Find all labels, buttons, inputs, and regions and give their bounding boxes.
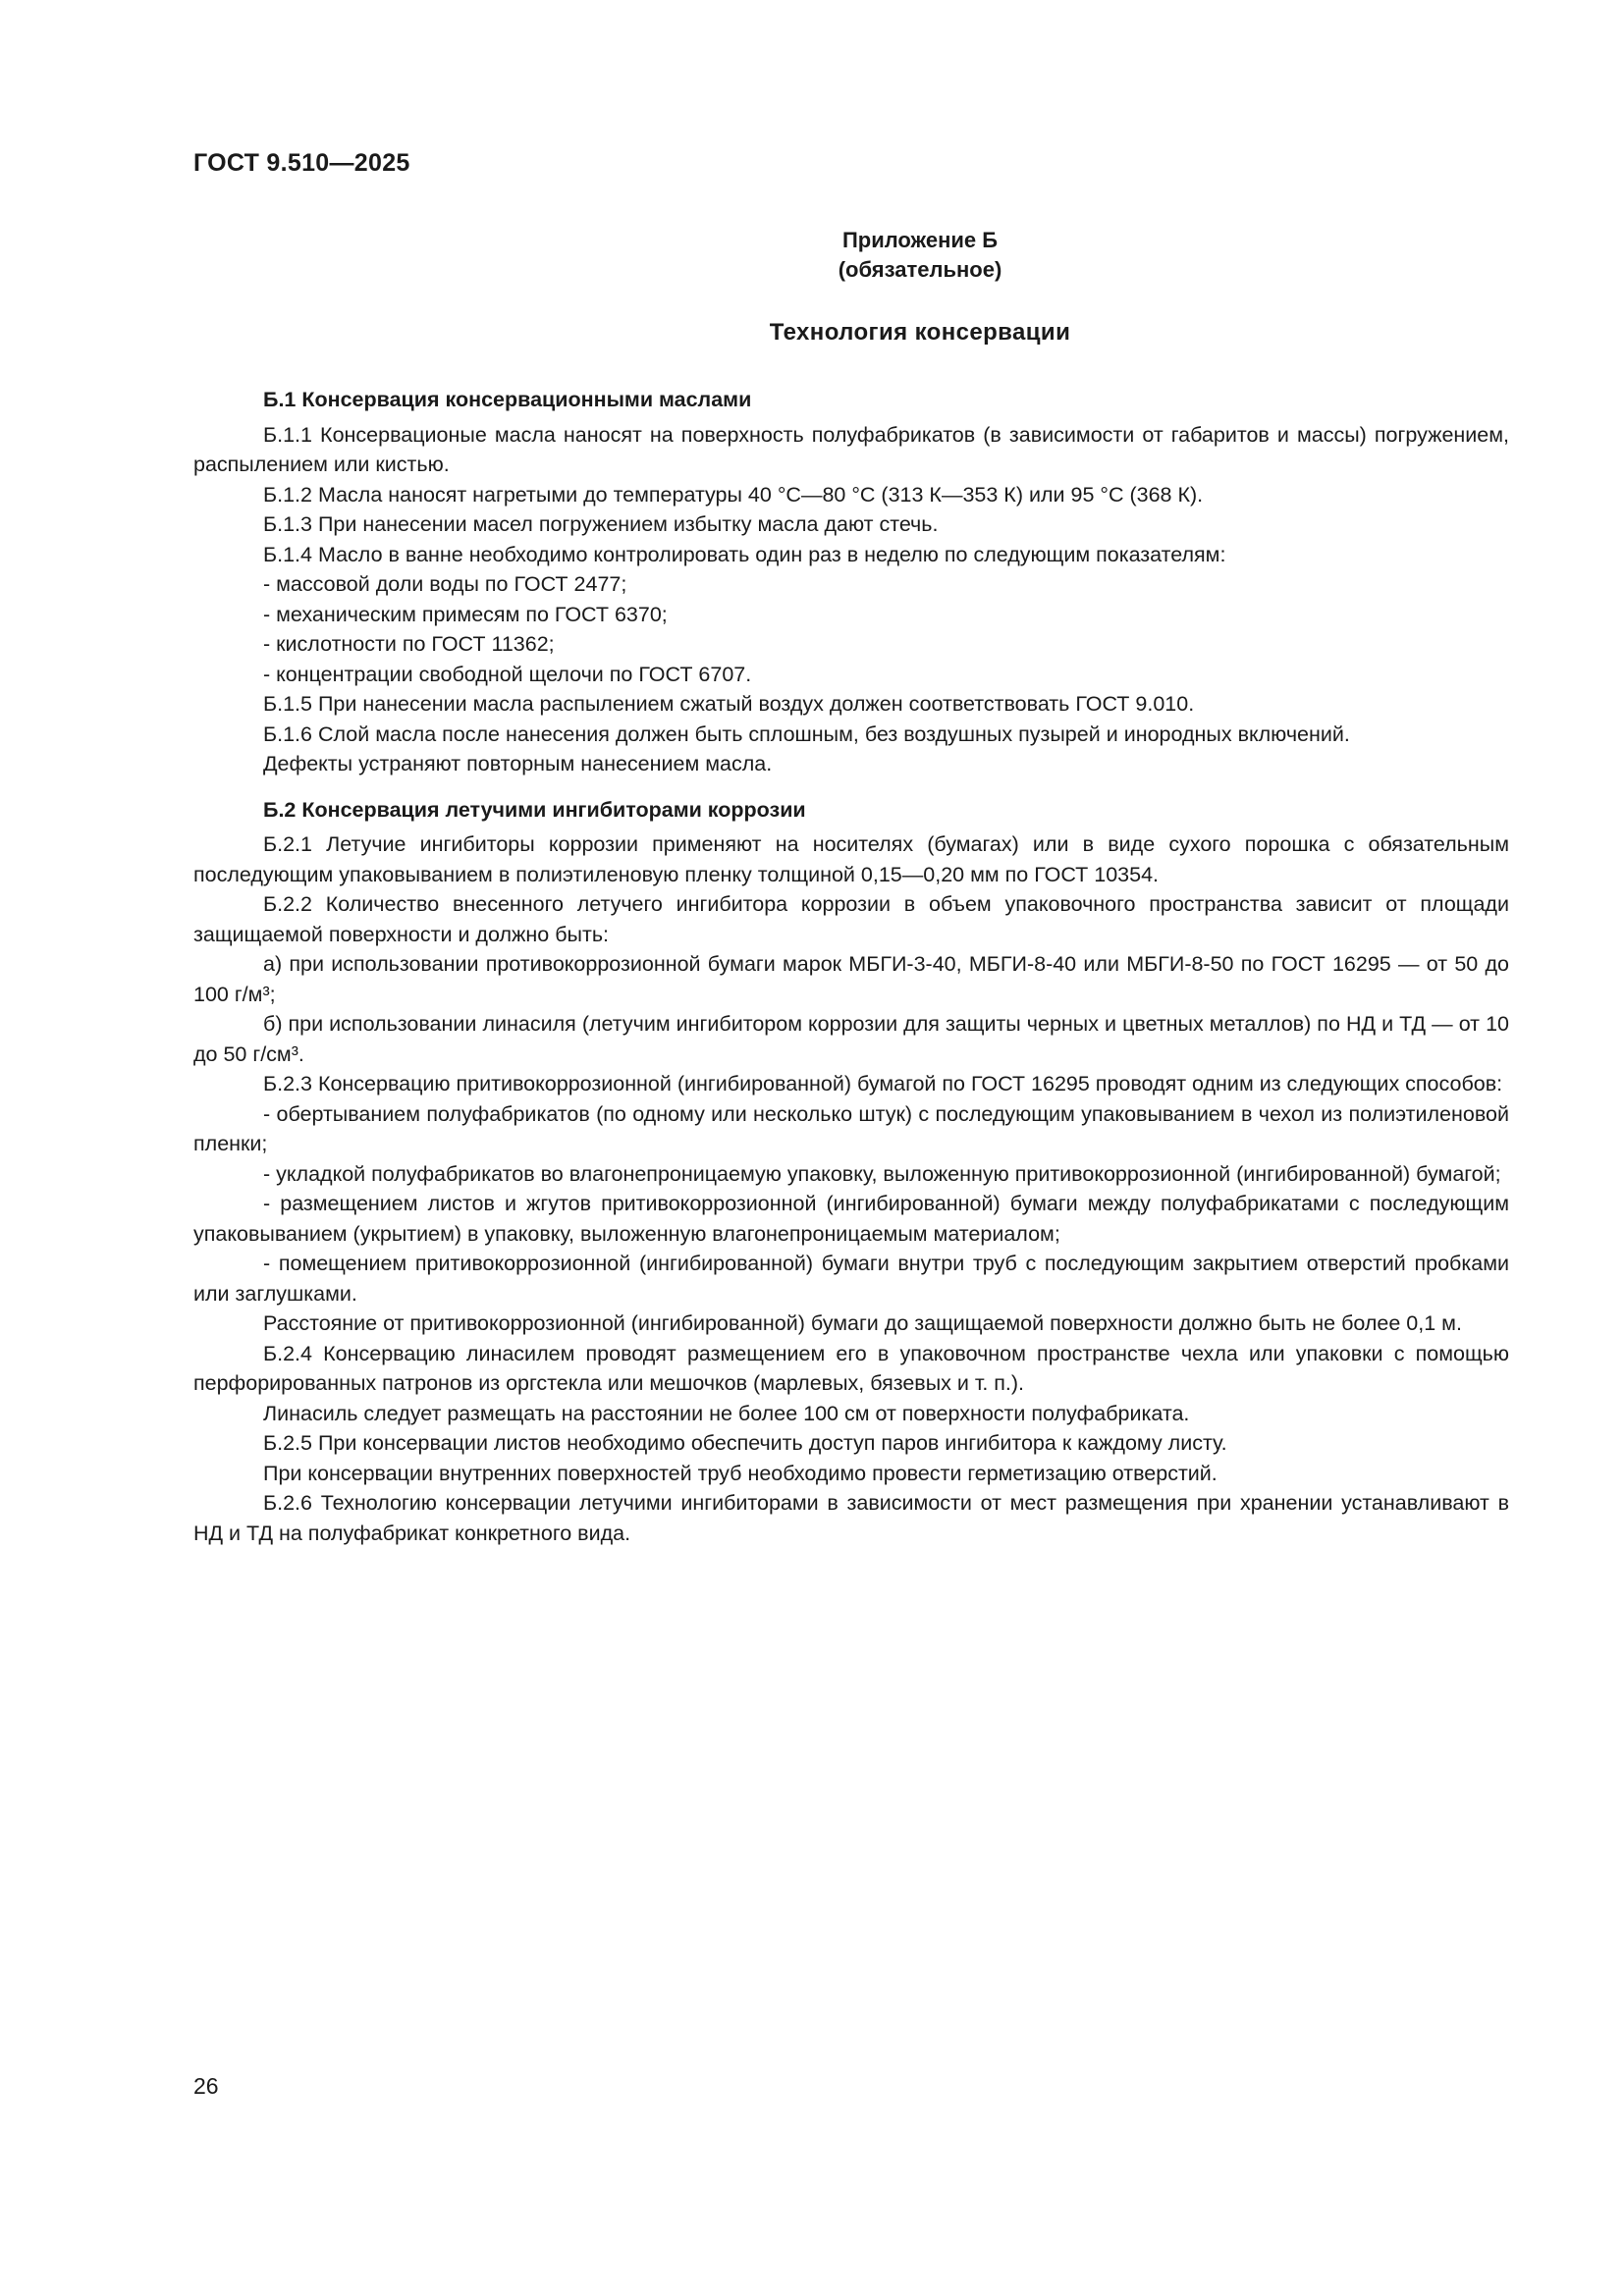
paragraph: Б.1.1 Консервационые масла наносят на поверхность полуфабрикатов (в зависимости от габаритов и массы) погружением, распылением или кистью. xyxy=(193,422,1509,476)
paragraph: Расстояние от притивокоррозионной (ингибированной) бумаги до защищаемой поверхности должно быть не более 0,1 м. xyxy=(263,1311,1462,1335)
document-body xyxy=(193,385,1509,1548)
paragraph: Б.1.4 Масло в ванне необходимо контролировать один раз в неделю по следующим показателям: xyxy=(263,542,1226,566)
paragraph: Линасиль следует размещать на расстоянии не более 100 см от поверхности полуфабриката. xyxy=(263,1401,1190,1425)
list-item: - помещением притивокоррозионной (ингибированной) бумаги внутри труб с последующим закрытием отверстий пробками или заглушками. xyxy=(193,1252,1509,1306)
paragraph: Б.2.4 Консервацию линасилем проводят размещением его в упаковочном пространстве чехла или упаковки с помощью перфорированных патронов из оргстекла или мешочков (марлевых, бязевых и т. п.). xyxy=(193,1341,1509,1395)
paragraph: Б.1.6 Слой масла после нанесения должен быть сплошным, без воздушных пузырей и инородных включений. xyxy=(263,721,1350,746)
paragraph: Б.2.2 Количество внесенного летучего ингибитора коррозии в объем упаковочного пространства зависит от площади защищаемой поверхности и должно быть: xyxy=(193,892,1509,946)
paragraph: Б.2.1 Летучие ингибиторы коррозии применяют на носителях (бумагах) или в виде сухого порошка с обязательным последующим упаковыванием в полиэтиленовую пленку толщиной 0,15—0,20 мм по ГОСТ 10354. xyxy=(193,832,1509,886)
list-item: - механическим примесям по ГОСТ 6370; xyxy=(263,602,668,626)
list-item: - обертыванием полуфабрикатов (по одному или несколько штук) с последующим упаковыванием в чехол из полиэтиленовой пленки; xyxy=(193,1101,1509,1155)
paragraph: а) при использовании противокоррозионной бумаги марок МБГИ-3-40, МБГИ-8-40 или МБГИ-8-50 по ГОСТ 16295 — от 50 до 100 г/м³; xyxy=(193,952,1509,1006)
list-item: - укладкой полуфабрикатов во влагонепроницаемую упаковку, выложенную притивокоррозионной (ингибированной) бумагой; xyxy=(263,1161,1501,1186)
appendix-heading xyxy=(0,226,1624,285)
paragraph: Б.2.3 Консервацию притивокоррозионной (ингибированной) бумагой по ГОСТ 16295 проводят одним из следующих способов: xyxy=(263,1072,1503,1095)
section-heading-b1: Б.1 Консервация консервационными маслами xyxy=(263,388,752,411)
paragraph: При консервации внутренних поверхностей труб необходимо провести герметизацию отверстий. xyxy=(263,1461,1218,1485)
appendix-title: Приложение Б xyxy=(841,228,999,252)
page-number: 26 xyxy=(193,2073,219,2099)
list-item: - размещением листов и жгутов притивокоррозионной (ингибированной) бумаги между полуфабрикатами с последующим упаковыванием (укрытием) в упаковку, выложенную влагонепроницаемым материалом; xyxy=(193,1192,1509,1246)
list-item: - кислотности по ГОСТ 11362; xyxy=(263,632,555,656)
document-title-text: Технология консервации xyxy=(769,319,1071,346)
list-item: - массовой доли воды по ГОСТ 2477; xyxy=(263,572,627,596)
paragraph: Дефекты устраняют повторным нанесением масла. xyxy=(263,752,773,775)
document-title xyxy=(0,319,1624,347)
paragraph: Б.2.5 При консервации листов необходимо обеспечить доступ паров ингибитора к каждому листу. xyxy=(263,1431,1227,1455)
paragraph: Б.1.2 Масла наносят нагретыми до температуры 40 °С—80 °С (313 К—353 К) или 95 °С (368 К). xyxy=(263,482,1204,507)
paragraph: Б.1.3 При нанесении масел погружением избытку масла дают стечь. xyxy=(263,512,939,536)
appendix-status: (обязательное) xyxy=(838,257,1002,282)
section-heading-b2: Б.2 Консервация летучими ингибиторами коррозии xyxy=(263,797,806,822)
paragraph: Б.1.5 При нанесении масла распылением сжатый воздух должен соответствовать ГОСТ 9.010. xyxy=(263,692,1195,716)
list-item: - концентрации свободной щелочи по ГОСТ 6707. xyxy=(263,662,752,686)
paragraph: б) при использовании линасиля (летучим ингибитором коррозии для защиты черных и цветных металлов) по НД и ТД — от 10 до 50 г/см³. xyxy=(193,1012,1509,1066)
document-id: ГОСТ 9.510—2025 xyxy=(193,149,410,177)
paragraph: Б.2.6 Технологию консервации летучими ингибиторами в зависимости от мест размещения при хранении устанавливают в НД и ТД на полуфабрикат конкретного вида. xyxy=(193,1491,1509,1545)
